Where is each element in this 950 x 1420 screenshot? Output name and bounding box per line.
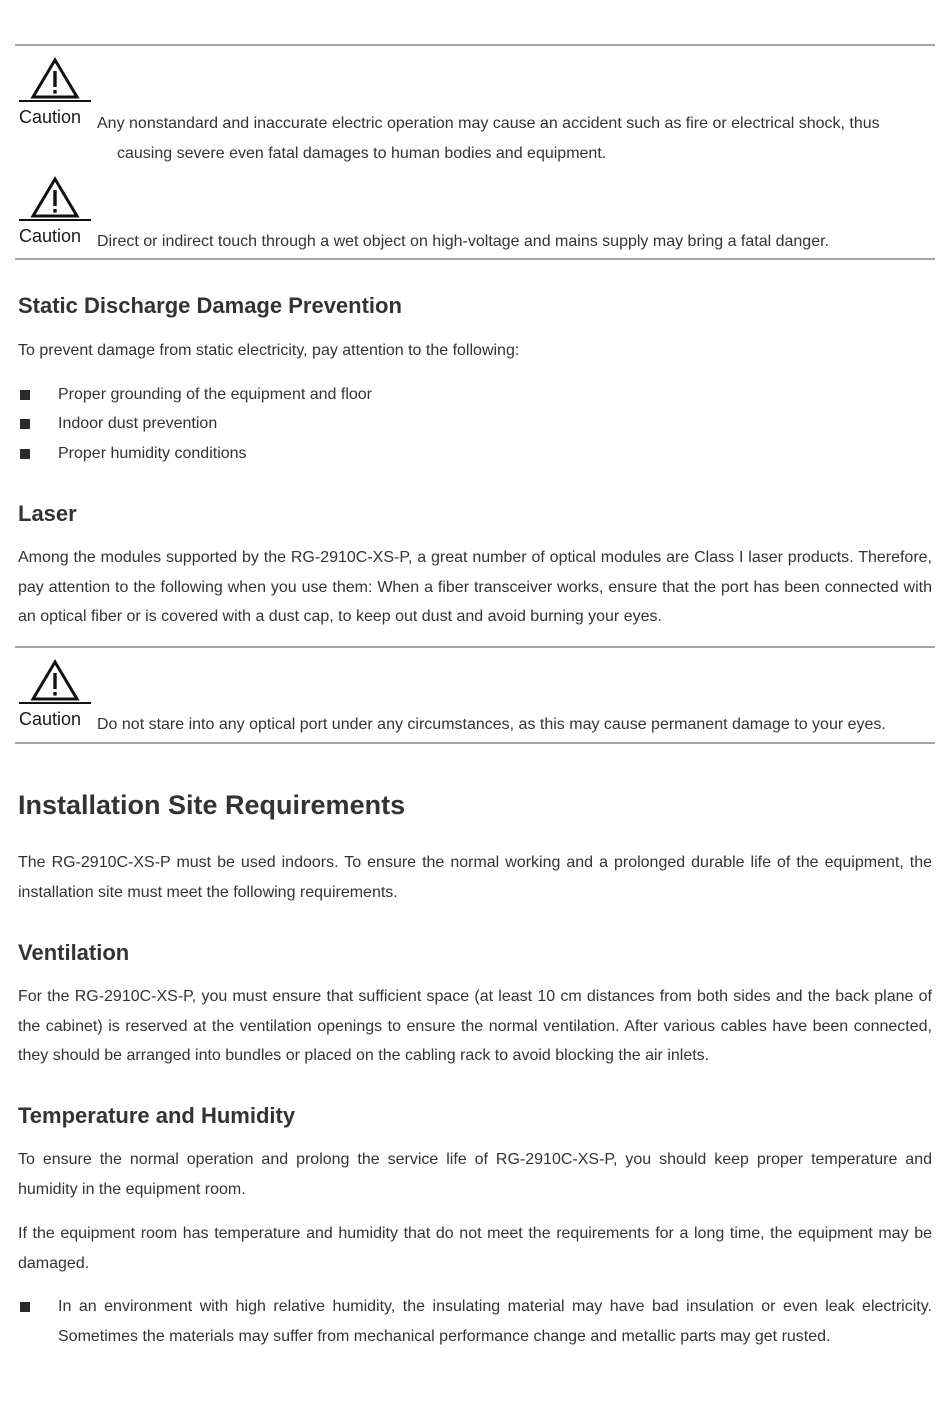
list-item-text: In an environment with high relative humidity, the insulating material may have bad insulation or even leak electricity. Sometimes the materials may suffer from mechanical performance change and metallic parts may get rusted. [58, 1298, 932, 1345]
caution-label: Caution [19, 107, 82, 127]
list-item-text: Indoor dust prevention [58, 415, 218, 432]
caution-block-3-icon [16, 659, 96, 733]
section-heading-ventilation: Ventilation [18, 940, 130, 965]
caution-block-2-icon [16, 176, 96, 250]
divider [15, 646, 935, 648]
bullet-square-icon [20, 1302, 30, 1312]
list-item-text: Proper humidity conditions [58, 445, 247, 462]
list-item-text: Proper grounding of the equipment and floor [58, 386, 372, 403]
section-heading-static: Static Discharge Damage Prevention [18, 293, 402, 318]
divider [15, 258, 935, 260]
laser-body: Among the modules supported by the RG-2910C-XS-P, a great number of optical modules are Class I laser products. Therefore, pay attention to the following when you use them: When a fiber transceiver works, ensure that the port has been connected with an optical fiber or is covered with a dust cap, to keep out dust and avoid burning your eyes. [18, 549, 932, 626]
warning-triangle-icon [19, 176, 93, 222]
static-intro: To prevent damage from static electricity, pay attention to the following: [18, 342, 520, 359]
bullet-square-icon [20, 449, 30, 459]
warning-triangle-icon [19, 659, 93, 705]
caution-label: Caution [19, 226, 82, 246]
warning-triangle-icon [19, 57, 93, 103]
caution-block-1-icon [16, 57, 96, 131]
ventilation-body: For the RG-2910C-XS-P, you must ensure that sufficient space (at least 10 cm distances from both sides and the back plane of the cabinet) is reserved at the ventilation openings to ensure the normal ventilation. After various cables have been connected, they should be arranged into bundles or placed on the cabling rack to avoid blocking the air inlets. [18, 988, 932, 1065]
divider [15, 742, 935, 744]
caution-text: Any nonstandard and inaccurate electric operation may cause an accident such as fire or electrical shock, thus [97, 115, 880, 132]
section-heading-temperature: Temperature and Humidity [18, 1103, 296, 1128]
divider [15, 44, 935, 46]
caution-text: Do not stare into any optical port under any circumstances, as this may cause permanent damage to your eyes. [97, 716, 886, 733]
caution-text: Direct or indirect touch through a wet object on high-voltage and mains supply may bring a fatal danger. [97, 233, 829, 250]
temperature-body-1: To ensure the normal operation and prolong the service life of RG-2910C-XS-P, you should keep proper temperature and humidity in the equipment room. [18, 1151, 932, 1198]
site-body: The RG-2910C-XS-P must be used indoors. To ensure the normal working and a prolonged durable life of the equipment, the installation site must meet the following requirements. [18, 854, 932, 901]
chapter-heading-site: Installation Site Requirements [18, 790, 406, 820]
section-heading-laser: Laser [18, 501, 77, 526]
bullet-square-icon [20, 390, 30, 400]
temperature-body-2: If the equipment room has temperature and humidity that do not meet the requirements for a long time, the equipment may be damaged. [18, 1225, 932, 1272]
caution-label: Caution [19, 709, 82, 729]
bullet-square-icon [20, 419, 30, 429]
caution-text-continued: causing severe even fatal damages to human bodies and equipment. [117, 145, 607, 162]
